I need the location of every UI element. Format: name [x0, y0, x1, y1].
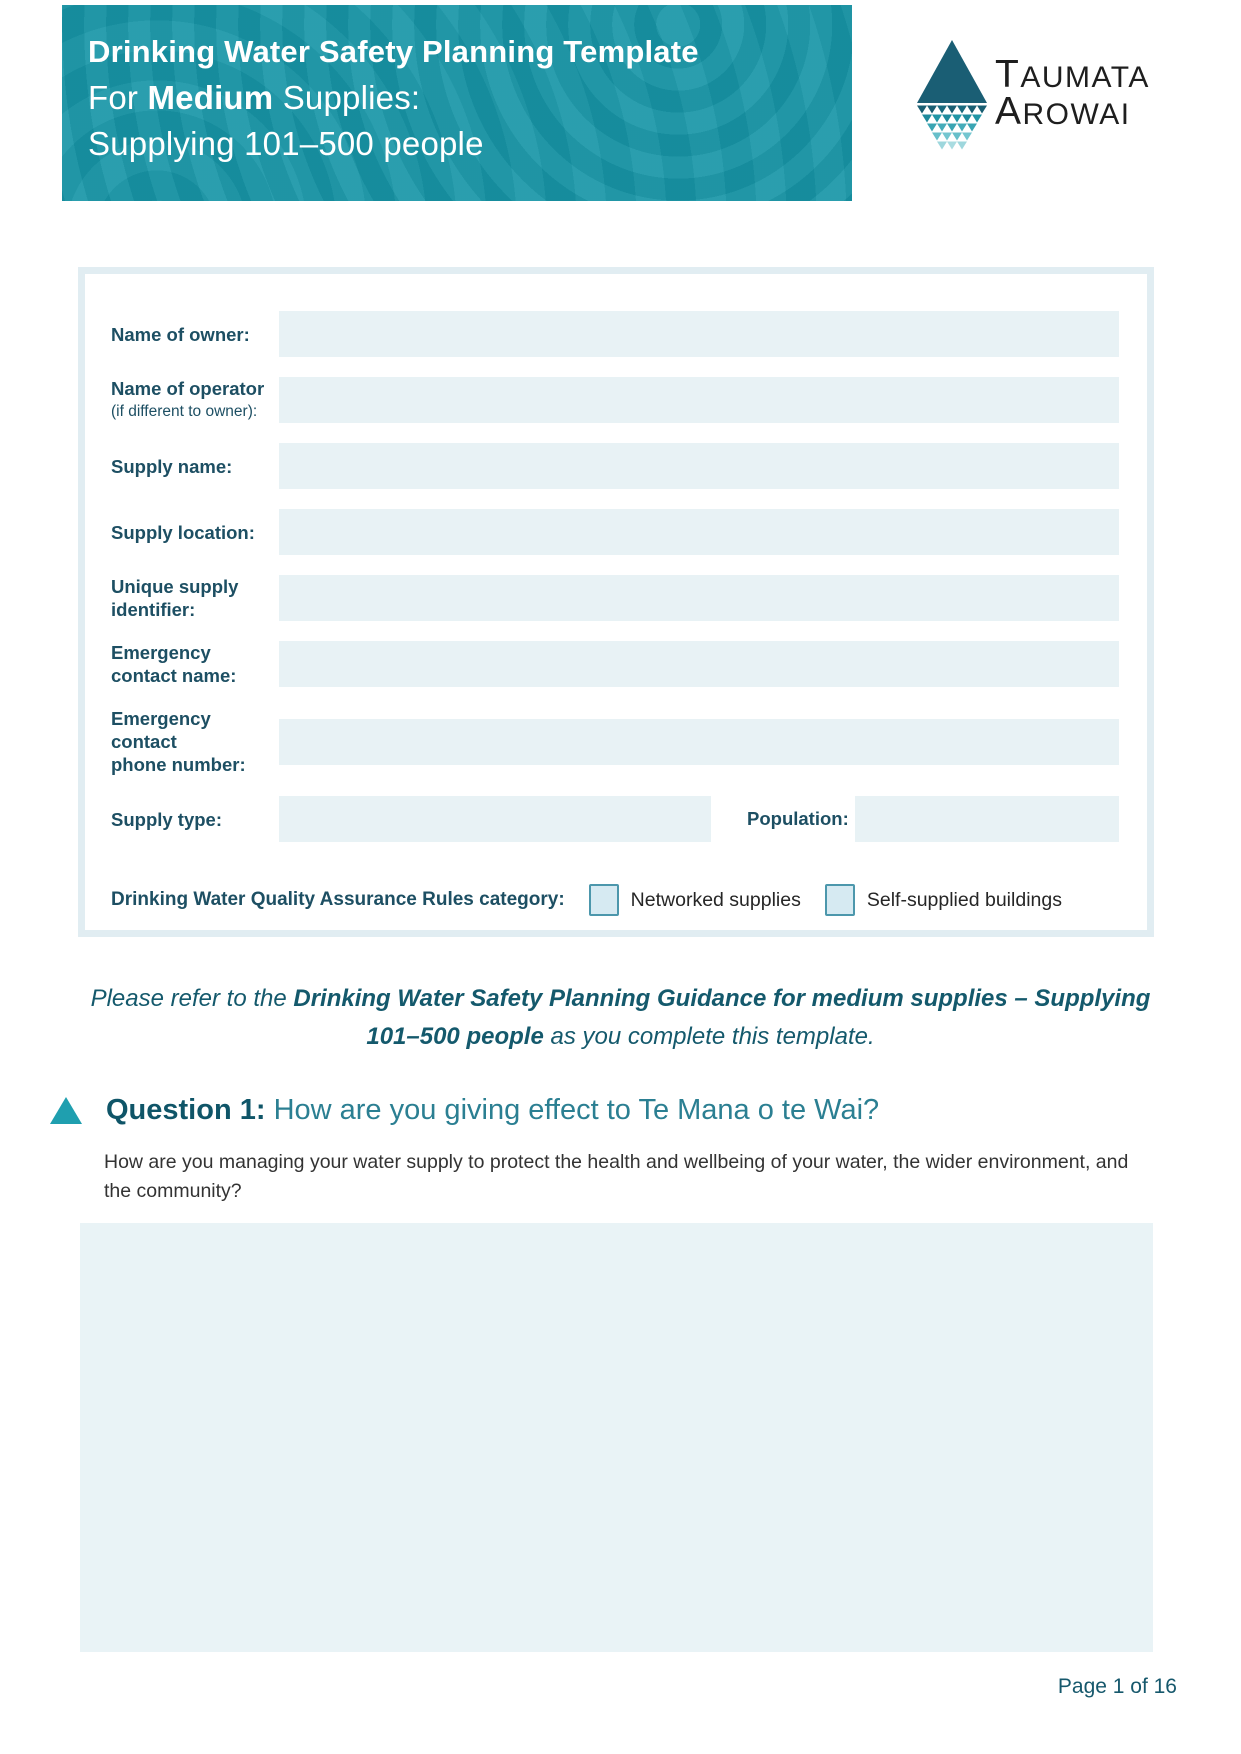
logo-wordmark: [995, 53, 1150, 133]
form-row-supply-location: [111, 509, 1119, 555]
self-supplied-buildings-checkbox[interactable]: [825, 884, 855, 916]
guidance-document-title: Drinking Water Safety Planning Guidance for medium supplies – Supplying 101–500 people: [293, 985, 1151, 1050]
page-subtitle-line2: Supplying 101–500 people: [88, 125, 484, 162]
self-supplied-buildings-option-label: Self-supplied buildings: [866, 888, 1062, 911]
population-label: Population:: [747, 808, 849, 829]
guidance-text: Please refer to the: [90, 985, 294, 1012]
form-row-supply-identifier: [111, 575, 1119, 621]
taumata-arowai-logo: [917, 38, 1197, 158]
form-row-supply-type: [111, 796, 1119, 842]
supply-name-label: Supply name:: [111, 455, 233, 477]
supply-type-label: Supply type:: [111, 808, 223, 830]
supply-identifier-input[interactable]: [279, 575, 1119, 621]
logo-diamond-icon: [917, 40, 987, 152]
subtitle-suffix: Supplies:: [273, 79, 421, 116]
page-subtitle: [88, 75, 832, 121]
networked-supplies-checkbox[interactable]: [589, 884, 619, 916]
form-row-emergency-phone: [111, 707, 1119, 776]
subtitle-emphasis: Medium: [147, 79, 274, 116]
supply-details-box: [78, 267, 1154, 937]
form-row-supply-name: [111, 443, 1119, 489]
owner-name-input[interactable]: [279, 311, 1119, 357]
page-title: Drinking Water Safety Planning Template: [88, 34, 699, 69]
question1-title: How are you giving effect to Te Mana o te Wai?: [273, 1094, 880, 1126]
rules-category-row: [111, 884, 1119, 916]
question1-label: Question 1:: [106, 1094, 274, 1126]
supply-name-input[interactable]: [279, 443, 1119, 489]
emergency-contact-phone-label: Emergency contact phone number:: [111, 708, 246, 775]
header-band: [62, 5, 852, 201]
triangle-bullet-icon: [50, 1097, 82, 1124]
emergency-contact-name-label: Emergency contact name:: [111, 642, 237, 686]
operator-name-input[interactable]: [279, 377, 1119, 423]
page-number: Page 1 of 16: [1057, 1675, 1177, 1698]
emergency-contact-phone-input[interactable]: [279, 719, 1119, 765]
form-row-emergency-name: [111, 641, 1119, 687]
question1-answer-textarea[interactable]: [80, 1223, 1153, 1652]
supply-type-input[interactable]: [279, 796, 711, 842]
form-row-owner: [111, 311, 1119, 357]
form-row-operator: [111, 377, 1119, 423]
logo-word-taumata: TAUMATA: [995, 53, 1150, 96]
question1-heading: [50, 1094, 879, 1127]
networked-supplies-option-label: Networked supplies: [630, 888, 801, 911]
operator-name-label: Name of operator (if different to owner):: [111, 378, 265, 420]
emergency-contact-name-input[interactable]: [279, 641, 1119, 687]
rules-category-label: Drinking Water Quality Assurance Rules category:: [111, 889, 565, 910]
population-input[interactable]: [855, 796, 1119, 842]
supply-location-label: Supply location:: [111, 521, 255, 543]
subtitle-prefix: For: [88, 79, 148, 116]
owner-name-label: Name of owner:: [111, 323, 250, 345]
question1-description: How are you managing your water supply to protect the health and wellbeing of your water, the wider environment, and the community?: [104, 1151, 1129, 1202]
guidance-text-end: as you complete this template.: [543, 1023, 875, 1050]
supply-location-input[interactable]: [279, 509, 1119, 555]
supply-identifier-label: Unique supply identifier:: [111, 576, 239, 620]
guidance-note: [90, 980, 1151, 1056]
logo-word-arowai: AROWAI: [995, 90, 1131, 133]
